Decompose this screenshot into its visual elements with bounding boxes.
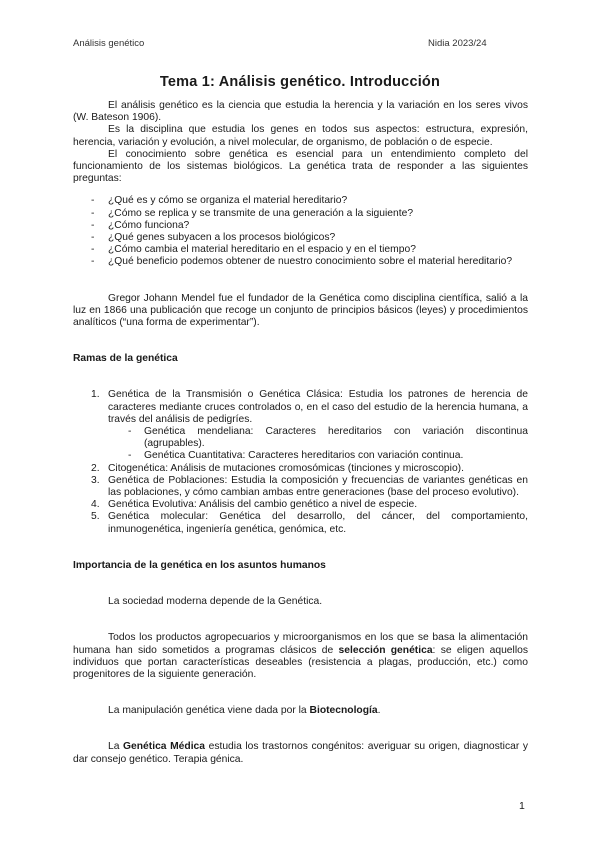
list-item: - ¿Cómo se replica y se transmite de una generación a la siguiente? [91,207,414,219]
intro-paragraph-3: El conocimiento sobre genética es esencial para un entendimiento completo del funcionamiento de los sistemas biológicos. La genética trata de responder a las siguientes preguntas: [73,148,528,185]
intro-paragraph-2: Es la disciplina que estudia los genes en todos sus aspectos: estructura, expresión, herencia, variación y evolución, a nivel molecular, de organismo, de población o de especie. [73,124,528,148]
section-heading-importancia: Importancia de la genética en los asuntos humanos [73,559,326,571]
importancia-paragraph-1: La sociedad moderna depende de la Genética. [108,596,323,608]
list-item: - ¿Qué beneficio podemos obtener de nuestro conocimiento sobre el material hereditario? [91,256,513,268]
list-item: - ¿Qué genes subyacen a los procesos biológicos? [91,232,336,244]
page-number: 1 [519,800,525,812]
list-item: 2. Citogenética: Análisis de mutaciones cromosómicas (tinciones y microscopio). [91,462,464,474]
list-item: 1. Genética de la Transmisión o Genética Clásica: Estudia los patrones de herencia de caracteres mediante cruces controlados o, en el caso del estudio de la herencia humana, a través del análisis de pedigríes. - Genética mendeliana: Caracteres hereditarios con variación discontinua (agrupables). - Genética Cuantitativa: Caracteres hereditarios con variación continua. [91,389,528,462]
importancia-paragraph-3: La manipulación genética viene dada por la Biotecnología. [108,705,381,717]
document-body [73,100,528,766]
list-item: 5. Genética molecular: Genética del desarrollo, del cáncer, del comportamiento, inmunogenética, ingeniería genética, genómica, etc. [91,511,528,535]
header-left: Análisis genético [73,38,145,49]
ramas-list [73,389,528,535]
questions-list [73,195,528,268]
intro-paragraph-1: El análisis genético es la ciencia que estudia la herencia y la variación en los seres vivos (W. Bateson 1906). [73,100,528,124]
list-item: - Genética mendeliana: Caracteres hereditarios con variación discontinua (agrupables). [128,426,528,450]
list-item: 3. Genética de Poblaciones: Estudia la composición y frecuencias de variantes genéticas en las poblaciones, y cómo cambian ambas entre generaciones (base del proceso evolutivo). [91,474,528,499]
sub-list [108,426,528,463]
list-item: - Genética Cuantitativa: Caracteres hereditarios con variación continua. [128,450,464,462]
list-item: - ¿Cómo funciona? [91,219,190,231]
list-item: - ¿Cómo cambia el material hereditario en el espacio y en el tiempo? [91,244,416,256]
list-item: - ¿Qué es y cómo se organiza el material hereditario? [91,195,348,207]
mendel-paragraph: Gregor Johann Mendel fue el fundador de la Genética como disciplina científica, salió a la luz en 1866 una publicación que recoge un conjunto de principios básicos (leyes) y procedimientos analíticos (“una forma de experimentar”). [73,292,528,329]
importancia-paragraph-2: Todos los productos agropecuarios y microorganismos en los que se basa la alimentación humana han sido sometidos a programas clásicos de selección genética: se eligen aquellos individuos que portan características deseables (resistencia a plagas, producción, etc.) como progenitores de la siguiente generación. [73,632,528,680]
header-right: Nidia 2023/24 [428,38,487,49]
section-heading-ramas: Ramas de la genética [73,353,178,365]
importancia-paragraph-4: La Genética Médica estudia los trastornos congénitos: averiguar su origen, diagnosticar y dar consejo genético. Terapia génica. [73,741,528,765]
page-title: Tema 1: Análisis genético. Introducción [159,74,441,90]
list-item: 4. Genética Evolutiva: Análisis del cambio genético a nivel de especie. [91,499,418,511]
